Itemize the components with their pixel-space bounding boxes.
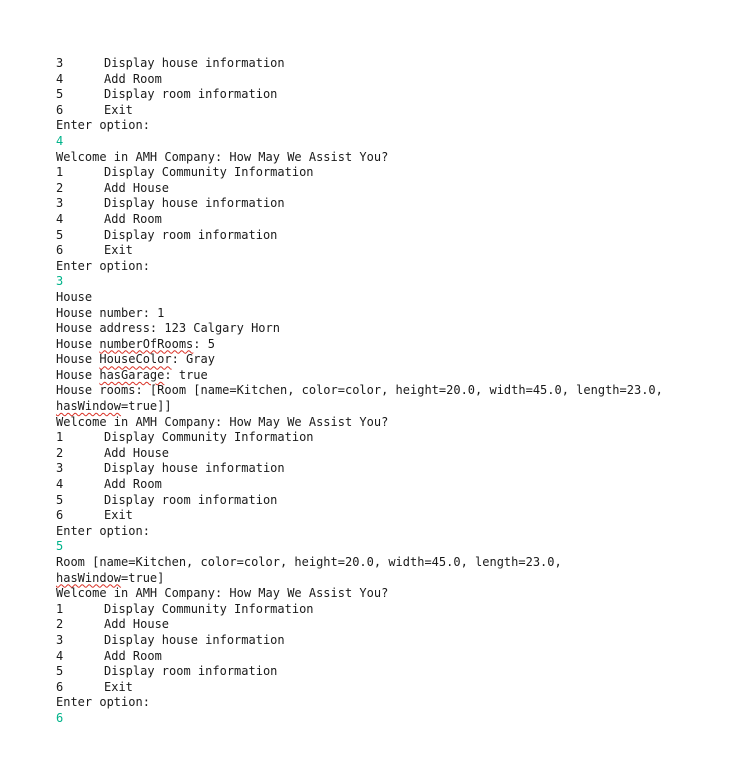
menu-item-label: Display room information [104,227,278,242]
menu-item-number: 6 [56,243,64,258]
room-line: Room [name=Kitchen, color=color, height=20.0, width=45.0, length=23.0, [56,555,562,569]
menu-title: Welcome in AMH Company: How May We Assist You? [56,149,389,164]
enter-option-prompt: Enter option: [56,695,150,710]
enter-option-prompt: Enter option: [56,523,150,538]
spellcheck-word: numberOfRooms [99,336,194,351]
line-suffix: : 5 [193,336,215,351]
user-input: 6 [56,710,64,725]
menu-item-number: 1 [56,165,64,180]
menu-item [56,165,736,181]
menu-item-label: Exit [104,679,133,694]
menu-item-label: Add Room [104,71,162,86]
menu-item [56,617,736,633]
menu-item-label: Add House [104,617,170,632]
menu-item [56,72,736,88]
menu-item-label: Add House [104,445,170,460]
menu-item [56,103,736,119]
menu-item-number: 3 [56,461,64,476]
menu-item [56,680,736,696]
menu-item-number: 2 [56,617,64,632]
spellcheck-word: HouseColor [99,352,172,367]
menu-item-number: 3 [56,196,64,211]
house-heading: House [56,289,93,304]
menu-item-label: Display room information [104,664,278,679]
line-suffix: =true]] [121,399,172,414]
menu-item [56,664,736,680]
menu-item-number: 5 [56,664,64,679]
house-rooms-line-continued [56,399,736,415]
menu-item-label: Display room information [104,87,278,102]
enter-option-prompt: Enter option: [56,258,150,273]
user-input: 4 [56,133,64,148]
menu-item [56,196,736,212]
house-address-line: House address: 123 Calgary Horn [56,321,280,336]
menu-item-label: Add Room [104,211,162,226]
menu-item [56,649,736,665]
menu-item-number: 4 [56,71,64,86]
menu-item-number: 2 [56,445,64,460]
line-prefix: House [56,336,100,351]
menu-item [56,212,736,228]
menu-item-number: 5 [56,227,64,242]
menu-item [56,243,736,259]
menu-item [56,508,736,524]
menu-item-number: 5 [56,87,64,102]
user-input: 3 [56,274,64,289]
menu-title: Welcome in AMH Company: How May We Assist You? [56,586,389,601]
menu-item-label: Display Community Information [104,165,314,180]
menu-item [56,56,736,72]
menu-item-label: Exit [104,102,133,117]
house-garage-line [56,368,736,384]
menu-item-label: Display house information [104,56,285,70]
menu-item [56,430,736,446]
menu-item-label: Display house information [104,461,285,476]
menu-item-number: 1 [56,430,64,445]
menu-item [56,633,736,649]
menu-item-label: Display room information [104,492,278,507]
menu-item-number: 6 [56,508,64,523]
menu-item-number: 6 [56,102,64,117]
menu-item-label: Exit [104,508,133,523]
house-rooms-line: House rooms: [Room [name=Kitchen, color=color, height=20.0, width=45.0, length=23.0, [56,383,663,398]
spellcheck-word: hasWindow [56,399,122,414]
menu-item [56,493,736,509]
house-color-line [56,352,736,368]
menu-item-number: 4 [56,477,64,492]
menu-item-label: Display house information [104,196,285,211]
line-prefix: House [56,367,100,382]
menu-item-number: 4 [56,648,64,663]
line-suffix: : Gray [171,352,215,367]
line-prefix: House [56,352,100,367]
menu-title: Welcome in AMH Company: How May We Assist You? [56,414,389,429]
menu-item [56,181,736,197]
menu-item-number: 4 [56,211,64,226]
menu-item-number: 3 [56,632,64,647]
spellcheck-word: hasGarage [99,367,165,382]
menu-item-number: 3 [56,56,64,70]
menu-item-label: Display Community Information [104,430,314,445]
menu-item-number: 5 [56,492,64,507]
menu-item [56,461,736,477]
house-rooms-count-line [56,337,736,353]
menu-item-label: Add House [104,180,170,195]
menu-item-label: Add Room [104,648,162,663]
house-number-line: House number: 1 [56,305,165,320]
menu-item-number: 1 [56,601,64,616]
spellcheck-word: hasWindow [56,570,122,585]
menu-item-label: Display Community Information [104,601,314,616]
user-input: 5 [56,539,64,554]
room-line-continued [56,571,736,587]
menu-item-number: 6 [56,679,64,694]
menu-item-label: Add Room [104,477,162,492]
menu-item [56,477,736,493]
line-suffix: =true] [121,570,165,585]
console-output [56,56,736,727]
menu-item-label: Display house information [104,632,285,647]
menu-item-label: Exit [104,243,133,258]
menu-item [56,602,736,618]
menu-item [56,87,736,103]
menu-item-number: 2 [56,180,64,195]
enter-option-prompt: Enter option: [56,118,150,133]
menu-item [56,446,736,462]
menu-item [56,228,736,244]
line-suffix: : true [164,367,208,382]
